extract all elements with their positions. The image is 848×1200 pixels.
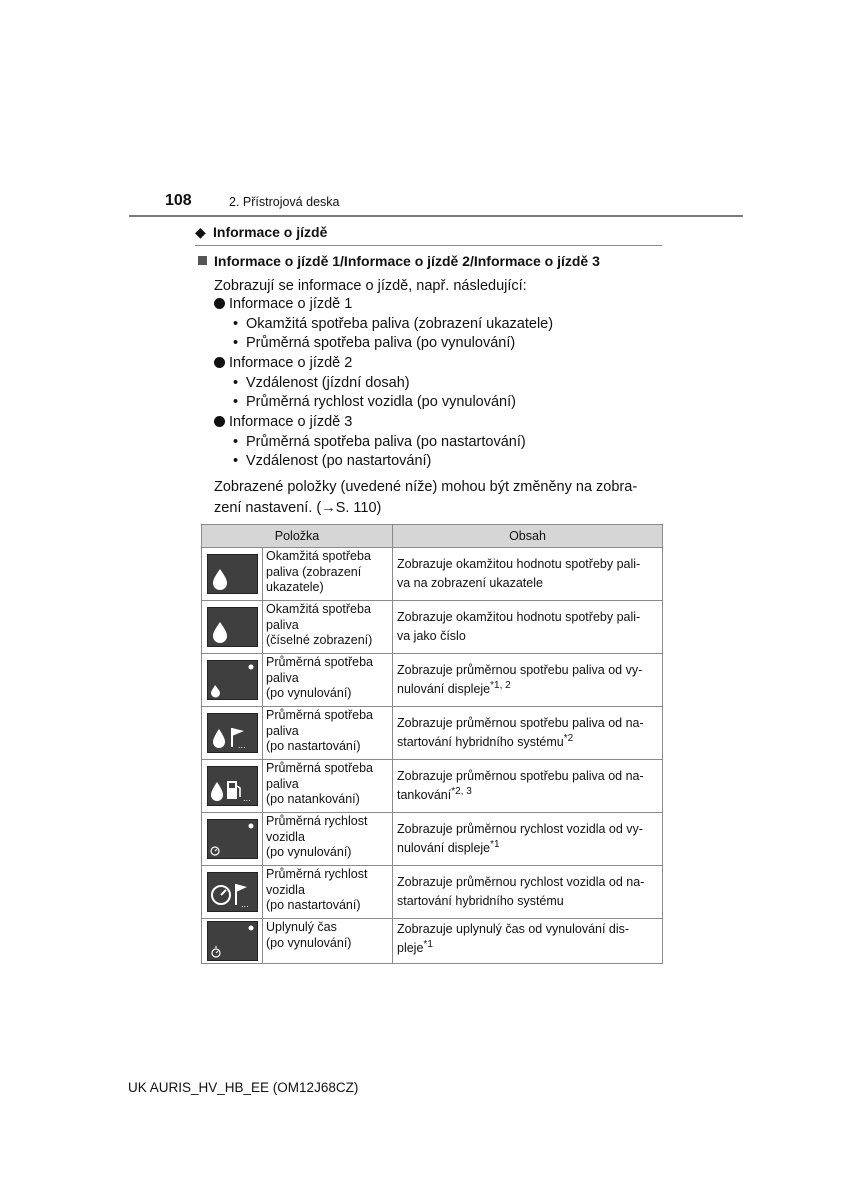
table-row	[202, 919, 663, 964]
item-description: Zobrazuje průměrnou rychlost vozidla od na- startování hybridního systému	[397, 875, 645, 909]
item-name: Okamžitá spotřeba paliva (zobrazení ukazatele)	[266, 549, 371, 594]
speed-flag-icon	[207, 872, 258, 912]
speed-reset-icon	[207, 819, 258, 859]
bullet-dot-icon	[214, 298, 225, 309]
table-row	[202, 813, 663, 866]
group-label: Informace o jízdě 1	[214, 296, 352, 312]
table-row	[202, 548, 663, 601]
page-number: 108	[165, 192, 192, 209]
item-description: Zobrazuje průměrnou spotřebu paliva od vy- nulování displeje$^{*1, 2}$	[397, 663, 643, 697]
item-description: Zobrazuje průměrnou rychlost vozidla od vy- nulování displeje$^{*1}$	[397, 822, 643, 856]
column-header-content: Obsah	[393, 525, 663, 548]
group-label: Informace o jízdě 2	[214, 355, 352, 371]
list-item: • Vzdálenost (jízdní dosah)	[233, 375, 410, 391]
note-paragraph: Zobrazené položky (uvedené níže) mohou být změněny na zobra- zení nastavení. (→S. 110)	[214, 479, 638, 516]
svg-text:...: ...	[240, 900, 249, 909]
header-rule	[129, 215, 743, 217]
fuel-drop-flag-icon	[207, 713, 258, 753]
item-name: Průměrná spotřeba paliva (po nastartování)	[266, 708, 374, 753]
item-name: Uplynulý čas (po vynulování)	[266, 920, 352, 950]
table-row	[202, 866, 663, 919]
list-item: • Průměrná rychlost vozidla (po vynulování)	[233, 394, 516, 410]
item-description: Zobrazuje průměrnou spotřebu paliva od na- tankování$^{*2, 3}$	[397, 769, 644, 803]
table-row	[202, 760, 663, 813]
list-item: • Okamžitá spotřeba paliva (zobrazení ukazatele)	[233, 316, 554, 332]
items-table	[201, 524, 663, 964]
table-row	[202, 601, 663, 654]
section-rule	[195, 245, 662, 246]
list-item: • Průměrná spotřeba paliva (po vynulování)	[233, 335, 516, 351]
stopwatch-reset-icon	[207, 921, 258, 961]
bullet-dot-icon	[214, 357, 225, 368]
bullet-dot-icon	[214, 416, 225, 427]
document-code: UK AURIS_HV_HB_EE (OM12J68CZ)	[128, 1080, 359, 1095]
item-name: Průměrná spotřeba paliva (po natankování)	[266, 761, 374, 806]
fuel-drop-icon	[207, 554, 258, 594]
item-description: Zobrazuje okamžitou hodnotu spotřeby pali- va na zobrazení ukazatele	[397, 557, 641, 591]
column-header-item: Položka	[202, 525, 393, 548]
fuel-drop-pump-icon	[207, 766, 258, 806]
page-reference-link[interactable]: S. 110)	[335, 500, 382, 516]
section-title: Informace o jízdě	[213, 224, 328, 240]
diamond-icon: ◆	[195, 224, 206, 240]
item-name: Průměrná rychlost vozidla (po nastartování)	[266, 867, 368, 912]
subsection-title: Informace o jízdě 1/Informace o jízdě 2/Informace o jízdě 3	[214, 253, 600, 269]
item-description: Zobrazuje průměrnou spotřebu paliva od na- startování hybridního systému$^{*2}$	[397, 716, 644, 750]
square-bullet-icon	[198, 256, 207, 265]
fuel-drop-icon	[207, 607, 258, 647]
item-description: Zobrazuje okamžitou hodnotu spotřeby pali- va jako číslo	[397, 610, 641, 644]
list-item: • Vzdálenost (po nastartování)	[233, 453, 432, 469]
item-name: Okamžitá spotřeba paliva (číselné zobrazení)	[266, 602, 373, 647]
table-row	[202, 707, 663, 760]
table-row	[202, 654, 663, 707]
item-name: Průměrná rychlost vozidla (po vynulování)	[266, 814, 368, 859]
intro-text: Zobrazují se informace o jízdě, např. následující:	[214, 278, 527, 294]
chapter-title: 2. Přístrojová deska	[229, 195, 340, 209]
item-name: Průměrná spotřeba paliva (po vynulování)	[266, 655, 374, 700]
svg-text:...: ...	[242, 794, 251, 803]
arrow-icon: →	[321, 500, 336, 516]
subsection-heading	[198, 253, 600, 269]
table-header-row	[202, 525, 663, 548]
item-description: Zobrazuje uplynulý čas od vynulování dis- pleje$^{*1}$	[397, 922, 630, 956]
group-label: Informace o jízdě 3	[214, 414, 352, 430]
section-heading	[195, 224, 327, 241]
list-item: • Průměrná spotřeba paliva (po nastartování)	[233, 434, 526, 450]
fuel-drop-reset-icon	[207, 660, 258, 700]
svg-text:...: ...	[237, 741, 246, 750]
